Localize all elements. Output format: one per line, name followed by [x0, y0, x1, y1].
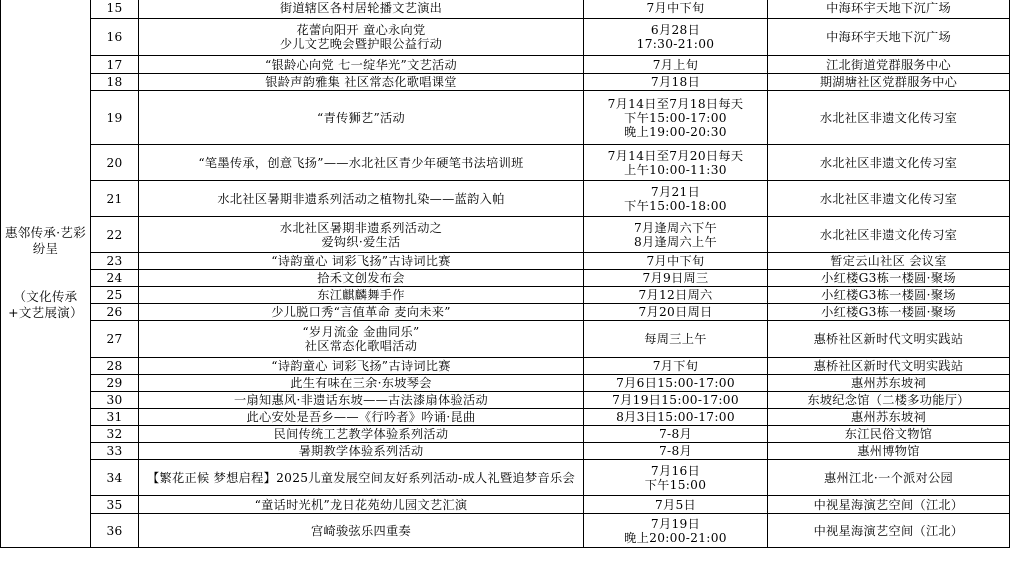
row-number: 30: [91, 392, 139, 409]
row-number: 23: [91, 253, 139, 270]
event-place: 水北社区非遗文化传习室: [768, 91, 1010, 145]
event-place: 水北社区非遗文化传习室: [768, 145, 1010, 181]
event-name: 一扇知惠风·非遗话东坡——古法漆扇体验活动: [139, 392, 584, 409]
event-name: “诗韵童心 词彩飞扬”古诗词比赛: [139, 358, 584, 375]
event-name: 拾禾文创发布会: [139, 270, 584, 287]
event-place: 江北街道党群服务中心: [768, 56, 1010, 74]
row-number: 19: [91, 91, 139, 145]
event-time: 7月中下旬: [584, 0, 768, 19]
row-number: 15: [91, 0, 139, 19]
table-row: [1, 19, 1010, 56]
table-row: [1, 0, 1010, 19]
row-number: 31: [91, 409, 139, 426]
event-time: 7月19日15:00-17:00: [584, 392, 768, 409]
event-time: 7月5日: [584, 496, 768, 514]
event-time: 7月上旬: [584, 56, 768, 74]
row-number: 22: [91, 217, 139, 253]
category-subtitle: （文化传承+文艺展演）: [8, 288, 83, 320]
event-time: 7月19日 晚上20:00-21:00: [584, 514, 768, 548]
event-name: 水北社区暑期非遗系列活动之 爱钩织·爱生活: [139, 217, 584, 253]
event-time: 每周三上午: [584, 321, 768, 358]
event-time: 7月12日周六: [584, 287, 768, 304]
event-place: 期湖塘社区党群服务中心: [768, 74, 1010, 91]
event-place: 中海环宇天地下沉广场: [768, 19, 1010, 56]
table-row: [1, 375, 1010, 392]
event-place: 小红楼G3栋一楼圆·聚场: [768, 270, 1010, 287]
event-time: 7月14日至7月18日每天 下午15:00-17:00 晚上19:00-20:30: [584, 91, 768, 145]
table-row: [1, 496, 1010, 514]
row-number: 36: [91, 514, 139, 548]
table-row: [1, 253, 1010, 270]
event-time: 6月28日 17:30-21:00: [584, 19, 768, 56]
row-number: 28: [91, 358, 139, 375]
event-time: 7月21日 下午15:00-18:00: [584, 181, 768, 217]
event-name: 【繁花正候 梦想启程】2025儿童发展空间友好系列活动-成人礼暨追梦音乐会: [139, 460, 584, 496]
table-row: [1, 56, 1010, 74]
event-time: 7月6日15:00-17:00: [584, 375, 768, 392]
event-time: 7月下旬: [584, 358, 768, 375]
event-name: “诗韵童心 词彩飞扬”古诗词比赛: [139, 253, 584, 270]
table-row: [1, 443, 1010, 460]
row-number: 24: [91, 270, 139, 287]
event-place: 惠州苏东坡祠: [768, 375, 1010, 392]
event-time: 7月逢周六下午 8月逢周六上午: [584, 217, 768, 253]
event-name: 宫崎骏弦乐四重奏: [139, 514, 584, 548]
table-row: [1, 145, 1010, 181]
event-place: 小红楼G3栋一楼圆·聚场: [768, 304, 1010, 321]
event-name: “青传狮艺”活动: [139, 91, 584, 145]
event-name: 少儿脱口秀“言值革命 麦向未来”: [139, 304, 584, 321]
event-place: 惠州江北·一个派对公园: [768, 460, 1010, 496]
event-place: 惠桥社区新时代文明实践站: [768, 358, 1010, 375]
table-row: [1, 287, 1010, 304]
event-name: 银龄声韵雅集 社区常态化歌唱课堂: [139, 74, 584, 91]
table-row: [1, 270, 1010, 287]
row-number: 25: [91, 287, 139, 304]
event-name: “岁月流金 金曲同乐” 社区常态化歌唱活动: [139, 321, 584, 358]
row-number: 17: [91, 56, 139, 74]
row-number: 21: [91, 181, 139, 217]
event-time: 7-8月: [584, 443, 768, 460]
event-place: 水北社区非遗文化传习室: [768, 217, 1010, 253]
event-name: 东江麒麟舞手作: [139, 287, 584, 304]
row-number: 27: [91, 321, 139, 358]
event-time: 7月18日: [584, 74, 768, 91]
event-time: 7-8月: [584, 426, 768, 443]
row-number: 20: [91, 145, 139, 181]
row-number: 26: [91, 304, 139, 321]
event-name: 水北社区暑期非遗系列活动之植物扎染——蓝韵入帕: [139, 181, 584, 217]
row-number: 16: [91, 19, 139, 56]
table-row: [1, 91, 1010, 145]
event-time: 7月16日 下午15:00: [584, 460, 768, 496]
table-row: [1, 426, 1010, 443]
row-number: 18: [91, 74, 139, 91]
event-name: 民间传统工艺教学体验系列活动: [139, 426, 584, 443]
category-cell: [1, 0, 91, 548]
category-title: 惠邻传承·艺彩纷呈: [4, 224, 87, 256]
event-name: “笔墨传承，创意飞扬”——水北社区青少年硬笔书法培训班: [139, 145, 584, 181]
table-row: [1, 358, 1010, 375]
event-place: 惠州博物馆: [768, 443, 1010, 460]
event-name: 此生有味在三余·东坡琴会: [139, 375, 584, 392]
row-number: 34: [91, 460, 139, 496]
event-place: 中海环宇天地下沉广场: [768, 0, 1010, 19]
row-number: 29: [91, 375, 139, 392]
event-time: 7月20日周日: [584, 304, 768, 321]
table-row: [1, 514, 1010, 548]
table-row: [1, 409, 1010, 426]
table-row: [1, 392, 1010, 409]
event-name: “童话时光机”龙日花苑幼儿园文艺汇演: [139, 496, 584, 514]
event-time: 8月3日15:00-17:00: [584, 409, 768, 426]
event-place: 水北社区非遗文化传习室: [768, 181, 1010, 217]
table-row: [1, 304, 1010, 321]
event-time: 7月中下旬: [584, 253, 768, 270]
event-name: 暑期教学体验系列活动: [139, 443, 584, 460]
event-place: 惠州苏东坡祠: [768, 409, 1010, 426]
event-place: 中视星海演艺空间（江北）: [768, 496, 1010, 514]
event-name: 此心安处是吾乡——《行吟者》吟诵·昆曲: [139, 409, 584, 426]
events-table-body: [1, 0, 1010, 548]
event-place: 惠桥社区新时代文明实践站: [768, 321, 1010, 358]
event-name: 街道辖区各村居轮播文艺演出: [139, 0, 584, 19]
row-number: 35: [91, 496, 139, 514]
event-time: 7月9日周三: [584, 270, 768, 287]
event-name: 花蕾向阳开 童心永向党 少儿文艺晚会暨护眼公益行动: [139, 19, 584, 56]
event-place: 东坡纪念馆（二楼多功能厅）: [768, 392, 1010, 409]
event-name: “银龄心向党 七一绽华光”文艺活动: [139, 56, 584, 74]
event-time: 7月14日至7月20日每天 上午10:00-11:30: [584, 145, 768, 181]
table-row: [1, 460, 1010, 496]
event-place: 东江民俗文物馆: [768, 426, 1010, 443]
event-place: 小红楼G3栋一楼圆·聚场: [768, 287, 1010, 304]
row-number: 33: [91, 443, 139, 460]
event-place: 暂定云山社区 会议室: [768, 253, 1010, 270]
event-place: 中视星海演艺空间（江北）: [768, 514, 1010, 548]
row-number: 32: [91, 426, 139, 443]
table-row: [1, 217, 1010, 253]
table-row: [1, 181, 1010, 217]
table-row: [1, 74, 1010, 91]
table-row: [1, 321, 1010, 358]
